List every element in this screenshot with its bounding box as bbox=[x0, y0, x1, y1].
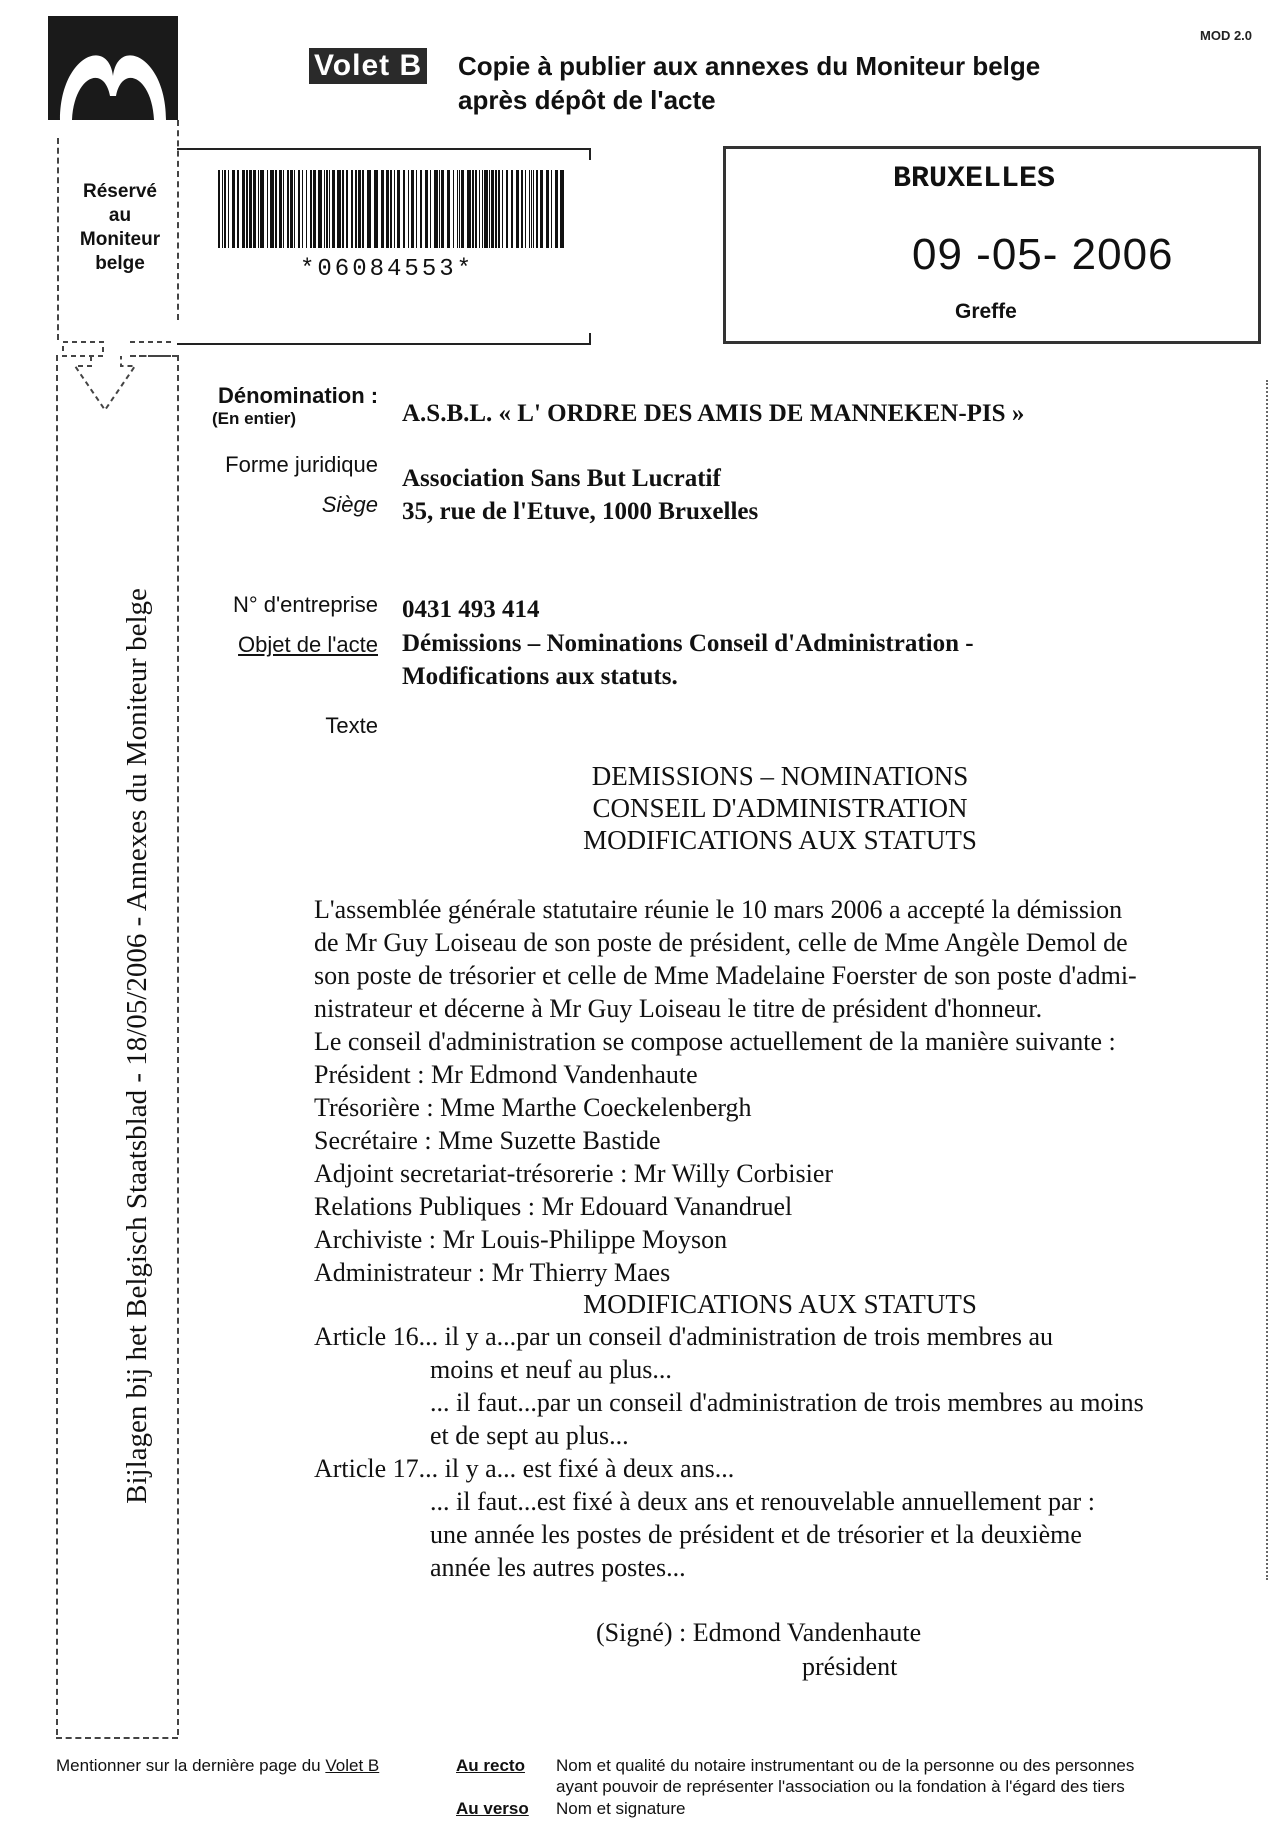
verso-text: Nom et signature bbox=[556, 1799, 686, 1818]
form-code: MOD 2.0 bbox=[1200, 28, 1253, 43]
articles: Article 16... il y a...par un conseil d'administration de trois membres au moins et neuf au plus... ... il faut...par un conseil d'administration de trois membres au moins et de sept au plus... Article 17... il y a... est fixé à deux ans... ... il faut...est fixé à deux ans et renouvelable annuellement par : une année les postes de président et de trésorier et la deuxième année les autres postes... bbox=[314, 1322, 1144, 1582]
arrow-down-icon bbox=[55, 336, 185, 416]
objet-value-1: Démissions – Nominations Conseil d'Administration - bbox=[402, 630, 974, 657]
footer-mention: Mentionner sur la dernière page du Volet B bbox=[56, 1756, 380, 1775]
side-annex-text: Bijlagen bij het Belgisch Staatsblad - 18/05/2006 - Annexes du Moniteur belge bbox=[121, 588, 153, 1504]
signature-title: président bbox=[802, 1652, 898, 1681]
denomination-label: Dénomination : bbox=[218, 383, 379, 408]
volet-b-link: Volet B bbox=[325, 1756, 380, 1775]
verso-label: Au verso bbox=[456, 1799, 529, 1818]
barcode bbox=[218, 170, 568, 248]
forme-juridique-label: Forme juridique bbox=[225, 452, 378, 477]
recto-label: Au recto bbox=[456, 1756, 525, 1775]
denomination-value: A.S.B.L. « L' ORDRE DES AMIS DE MANNEKEN-PIS » bbox=[402, 400, 1025, 427]
recto-text: Nom et qualité du notaire instrumentant ou de la personne ou des personnes ayant pouvoir de représenter l'association ou la fondation à l'égard des tiers bbox=[556, 1756, 1135, 1796]
objet-label: Objet de l'acte bbox=[238, 632, 378, 657]
stamp-city: BRUXELLES bbox=[893, 162, 1056, 196]
stamp-date: 09 -05- 2006 bbox=[912, 230, 1174, 279]
siege-value: 35, rue de l'Etuve, 1000 Bruxelles bbox=[402, 498, 759, 525]
document-title: DEMISSIONS – NOMINATIONS CONSEIL D'ADMINISTRATION MODIFICATIONS AUX STATUTS bbox=[583, 761, 977, 855]
stamp-office: Greffe bbox=[955, 300, 1017, 323]
barcode-number: *06084553* bbox=[300, 256, 475, 283]
body-paragraph: L'assemblée générale statutaire réunie le 10 mars 2006 a accepté la démission de Mr Guy Loiseau de son poste de président, celle de Mme Angèle Demol de son poste de trésorier et celle de Mme Madelaine Foerster de son poste d'admi- nistrateur et décerne à Mr Guy Loiseau le titre de président d'honneur. Le conseil d'administration se compose actuellement de la manière suivante : Président : Mr Edmond Vandenhaute Trésorière : Mme Marthe Coeckelenbergh Secrétaire : Mme Suzette Bastide Adjoint secretariat-trésorerie : Mr Willy Corbisier Relations Publiques : Mr Edouard Vanandruel Archiviste : Mr Louis-Philippe Moyson Administrateur : Mr Thierry Maes bbox=[314, 895, 1137, 1287]
moniteur-logo bbox=[48, 16, 178, 120]
siege-label: Siège bbox=[321, 492, 378, 517]
texte-label: Texte bbox=[325, 713, 378, 738]
signature-line: (Signé) : Edmond Vandenhaute bbox=[596, 1618, 922, 1647]
objet-value-2: Modifications aux statuts. bbox=[402, 663, 678, 690]
entreprise-value: 0431 493 414 bbox=[402, 596, 540, 623]
header-line-2: après dépôt de l'acte bbox=[458, 85, 716, 115]
entreprise-label: N° d'entreprise bbox=[232, 592, 378, 617]
modifications-title: MODIFICATIONS AUX STATUTS bbox=[583, 1289, 977, 1319]
reserve-moniteur-label: Réservé au Moniteur belge bbox=[79, 181, 161, 274]
denomination-sublabel: (En entier) bbox=[212, 409, 297, 428]
forme-juridique-value: Association Sans But Lucratif bbox=[402, 465, 721, 492]
volet-badge: Volet B bbox=[309, 48, 427, 84]
header-line-1: Copie à publier aux annexes du Moniteur belge bbox=[458, 51, 1041, 81]
